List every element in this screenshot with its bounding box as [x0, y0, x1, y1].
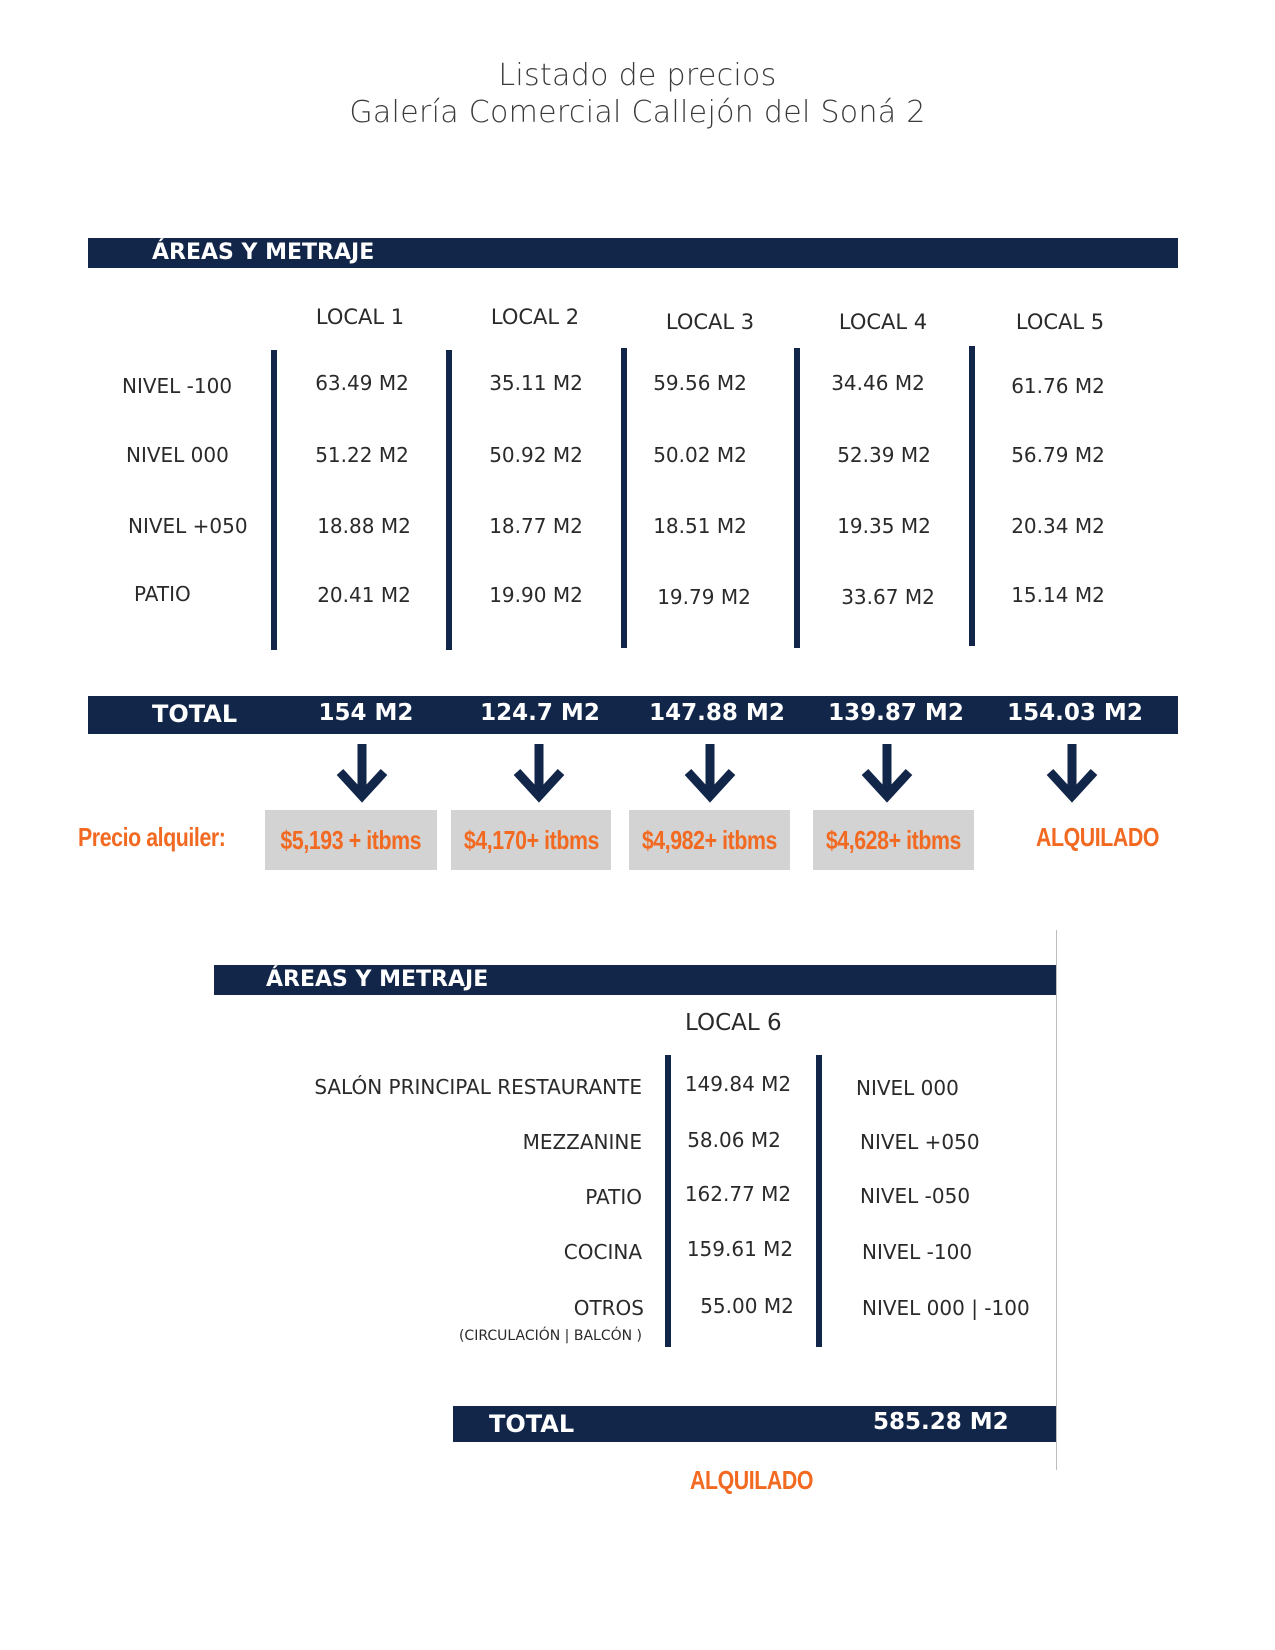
arrow-down-icon	[857, 740, 917, 804]
cell: 50.02 M2	[653, 443, 747, 467]
price-box-local-4	[813, 810, 974, 870]
row-label-salon: SALÓN PRINCIPAL RESTAURANTE	[314, 1075, 642, 1099]
value-patio: 162.77 M2	[684, 1182, 792, 1206]
total-label-2: TOTAL	[489, 1410, 575, 1438]
cell: 63.49 M2	[315, 371, 409, 395]
section2-header-bar	[214, 965, 1056, 995]
row-label-nivel-050: NIVEL +050	[128, 514, 248, 538]
level-otros: NIVEL 000 | -100	[862, 1296, 1030, 1320]
row-label-nivel-000: NIVEL 000	[126, 443, 229, 467]
cell: 35.11 M2	[489, 371, 583, 395]
row-label-nivel-100: NIVEL -100	[122, 374, 233, 398]
cell: 52.39 M2	[837, 443, 931, 467]
price-local-5-status: ALQUILADO	[1036, 822, 1160, 852]
cell: 19.90 M2	[489, 583, 583, 607]
column-header-local-2: LOCAL 2	[490, 305, 580, 329]
total-local-3: 147.88 M2	[649, 700, 785, 726]
cell: 33.67 M2	[841, 585, 935, 609]
column-header-local-5: LOCAL 5	[1015, 310, 1105, 334]
row-label-patio: PATIO	[134, 582, 191, 606]
divider-1	[271, 350, 277, 650]
value-mezzanine: 58.06 M2	[687, 1128, 781, 1152]
column-header-local-6: LOCAL 6	[685, 1010, 782, 1036]
price-box-local-2	[451, 810, 611, 870]
cell: 50.92 M2	[489, 443, 583, 467]
total-label: TOTAL	[152, 700, 238, 728]
total-local-5: 154.03 M2	[1007, 700, 1143, 726]
total-local-4: 139.87 M2	[828, 700, 964, 726]
divider-2	[446, 350, 452, 650]
arrow-down-icon	[509, 740, 569, 804]
cell: 18.77 M2	[489, 514, 583, 538]
otros-note: (CIRCULACIÓN | BALCÓN )	[458, 1328, 642, 1344]
section2-title: ÁREAS Y METRAJE	[266, 967, 489, 992]
column-header-local-3: LOCAL 3	[665, 310, 755, 334]
cell: 19.35 M2	[837, 514, 931, 538]
price-local-3: $4,982+ itbms	[641, 824, 778, 855]
column-header-local-1: LOCAL 1	[315, 305, 405, 329]
value-salon: 149.84 M2	[684, 1072, 792, 1096]
row-label-mezzanine: MEZZANINE	[522, 1130, 642, 1154]
section2-total-bar	[453, 1406, 1056, 1442]
section2-right-border	[1056, 930, 1057, 1470]
arrow-down-icon	[1042, 740, 1102, 804]
cell: 56.79 M2	[1011, 443, 1105, 467]
total-local-1: 154 M2	[318, 700, 414, 726]
cell: 20.34 M2	[1011, 514, 1105, 538]
price-label: Precio alquiler:	[78, 822, 226, 852]
cell: 51.22 M2	[315, 443, 409, 467]
price-box-local-1	[265, 810, 437, 870]
cell: 34.46 M2	[831, 371, 925, 395]
cell: 18.51 M2	[653, 514, 747, 538]
value-cocina: 159.61 M2	[686, 1237, 794, 1261]
total-local-6: 585.28 M2	[873, 1409, 1009, 1435]
arrow-down-icon	[680, 740, 740, 804]
price-local-4: $4,628+ itbms	[825, 824, 962, 855]
price-local-1: $5,193 + itbms	[280, 824, 422, 855]
divider-5	[969, 346, 975, 646]
row-label-otros: OTROS	[573, 1296, 644, 1320]
cell: 61.76 M2	[1011, 374, 1105, 398]
cell: 19.79 M2	[657, 585, 751, 609]
section1-total-bar	[88, 696, 1178, 734]
level-cocina: NIVEL -100	[862, 1240, 973, 1264]
page-title-line-2: Galería Comercial Callejón del Soná 2	[349, 95, 926, 130]
level-mezzanine: NIVEL +050	[860, 1130, 980, 1154]
level-salon: NIVEL 000	[856, 1076, 959, 1100]
section1-title: ÁREAS Y METRAJE	[152, 240, 375, 265]
cell: 18.88 M2	[317, 514, 411, 538]
row-label-patio: PATIO	[585, 1185, 642, 1209]
price-box-local-3	[629, 810, 790, 870]
value-otros: 55.00 M2	[700, 1294, 794, 1318]
cell: 20.41 M2	[317, 583, 411, 607]
arrow-down-icon	[332, 740, 392, 804]
price-local-2: $4,170+ itbms	[463, 824, 599, 855]
page-title-line-1: Listado de precios	[498, 58, 777, 93]
cell: 15.14 M2	[1011, 583, 1105, 607]
local-6-status: ALQUILADO	[690, 1465, 814, 1495]
section1-header-bar	[88, 238, 1178, 268]
level-patio: NIVEL -050	[860, 1184, 971, 1208]
row-label-cocina: COCINA	[563, 1240, 642, 1264]
cell: 59.56 M2	[653, 371, 747, 395]
total-local-2: 124.7 M2	[480, 700, 600, 726]
column-header-local-4: LOCAL 4	[838, 310, 928, 334]
